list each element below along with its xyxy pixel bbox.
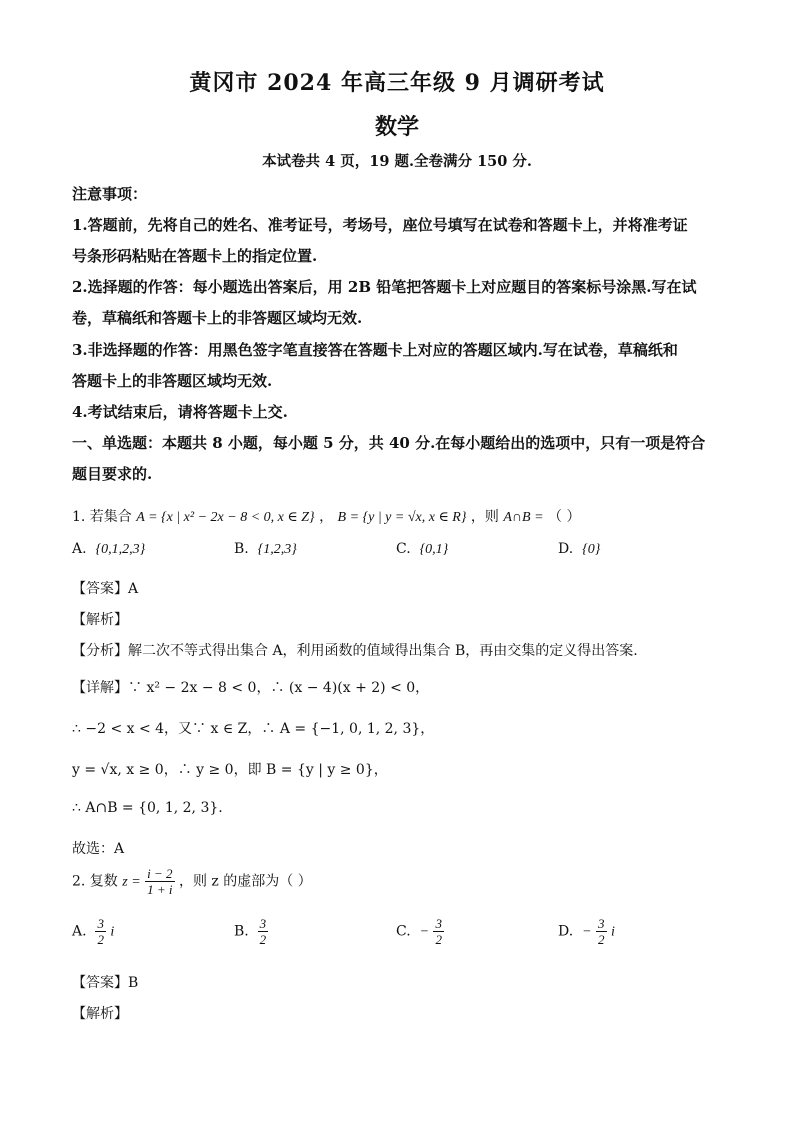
question-1-set-a: A = {x | x² − 2x − 8 < 0, x ∈ Z} bbox=[136, 510, 315, 525]
notice-line-2: 号条形码粘贴在答题卡上的指定位置. bbox=[72, 247, 318, 265]
question-2-option-d: D. − $\frac{3}{2}$ i bbox=[558, 916, 615, 947]
question-1-paren: （ ） bbox=[548, 509, 581, 525]
question-1-set-b: B = {y | y = √x, x ∈ R} bbox=[337, 510, 467, 525]
question-1-suffix: ，则 bbox=[470, 509, 499, 525]
question-2-option-c: C. − $\frac{3}{2}$ bbox=[396, 916, 442, 947]
question-1-analysis-heading: 【解析】 bbox=[72, 612, 128, 628]
question-2-denominator: 1 + i bbox=[147, 882, 173, 897]
question-1-option-a: A. {0,1,2,3} bbox=[72, 541, 146, 557]
question-1-option-c: C. {0,1} bbox=[396, 541, 449, 557]
notice-line-1: 1.答题前，先将自己的姓名、准考证号，考场号，座位号填写在试卷和答题卡上，并将准考证 bbox=[72, 216, 688, 234]
notice-line-6: 答题卡上的非答题区域均无效. bbox=[72, 372, 273, 390]
notice-line-4: 卷，草稿纸和答题卡上的非答题区域均无效. bbox=[72, 309, 363, 327]
question-2-prefix: 2. 复数 bbox=[72, 873, 118, 890]
question-1-detail-3: y = √x, x ≥ 0，∴ y ≥ 0，即 B = {y | y ≥ 0}， bbox=[72, 762, 388, 778]
question-1-analysis: 【分析】解二次不等式得出集合 A，利用函数的值域得出集合 B，再由交集的定义得出答案. bbox=[72, 643, 638, 659]
question-2-option-b: B. $\frac{3}{2}$ bbox=[234, 916, 267, 947]
question-1-choice: 故选：A bbox=[72, 841, 125, 857]
question-2-analysis-heading: 【解析】 bbox=[72, 1006, 128, 1022]
notice-line-5: 3.非选择题的作答：用黑色签字笔直接答在答题卡上对应的答题区域内.写在试卷，草稿纸和 bbox=[72, 341, 678, 359]
question-1-detail-2: ∴ −2 < x < 4，又∵ x ∈ Z，∴ A = {−1, 0, 1, 2, 3}， bbox=[72, 721, 435, 737]
exam-intro: 本试卷共 4 页，19 题.全卷满分 150 分. bbox=[262, 153, 532, 170]
question-2-option-a: A. $\frac{3}{2}$ i bbox=[72, 916, 115, 947]
question-1-prefix: 1. 若集合 bbox=[72, 509, 132, 525]
question-1-answer: 【答案】A bbox=[72, 581, 139, 597]
question-2-fraction bbox=[145, 866, 174, 897]
notice-line-7: 4.考试结束后，请将答题卡上交. bbox=[72, 403, 288, 421]
exam-subject: 数学 bbox=[374, 114, 419, 140]
question-1-stem bbox=[72, 506, 580, 526]
question-2-stem bbox=[72, 866, 312, 897]
question-1-comma: ， bbox=[319, 509, 334, 525]
question-2-z: z = bbox=[122, 874, 141, 890]
section-heading-line-2: 题目要求的. bbox=[72, 465, 153, 483]
question-1-detail-4: ∴ A∩B = {0, 1, 2, 3}. bbox=[72, 800, 223, 816]
notice-line-3: 2.选择题的作答：每小题选出答案后，用 2B 铅笔把答题卡上对应题目的答案标号涂黑.写在试 bbox=[72, 278, 697, 296]
question-1-detail-1: 【详解】∵ x² − 2x − 8 < 0，∴ (x − 4)(x + 2) < 0， bbox=[72, 680, 430, 696]
exam-title: 黄冈市 2024 年高三年级 9 月调研考试 bbox=[189, 70, 605, 96]
question-1-expr: A∩B = bbox=[503, 510, 544, 525]
notice-heading: 注意事项： bbox=[72, 185, 148, 203]
question-2-answer: 【答案】B bbox=[72, 975, 139, 991]
question-1-option-b: B. {1,2,3} bbox=[234, 541, 297, 557]
section-heading-line-1: 一、单选题：本题共 8 小题，每小题 5 分，共 40 分.在每小题给出的选项中，只有一项是符合 bbox=[72, 434, 706, 452]
question-2-suffix: ，则 z 的虚部为（ ） bbox=[178, 873, 312, 890]
question-2-numerator: i − 2 bbox=[147, 866, 173, 881]
question-1-option-d: D. {0} bbox=[558, 541, 601, 557]
